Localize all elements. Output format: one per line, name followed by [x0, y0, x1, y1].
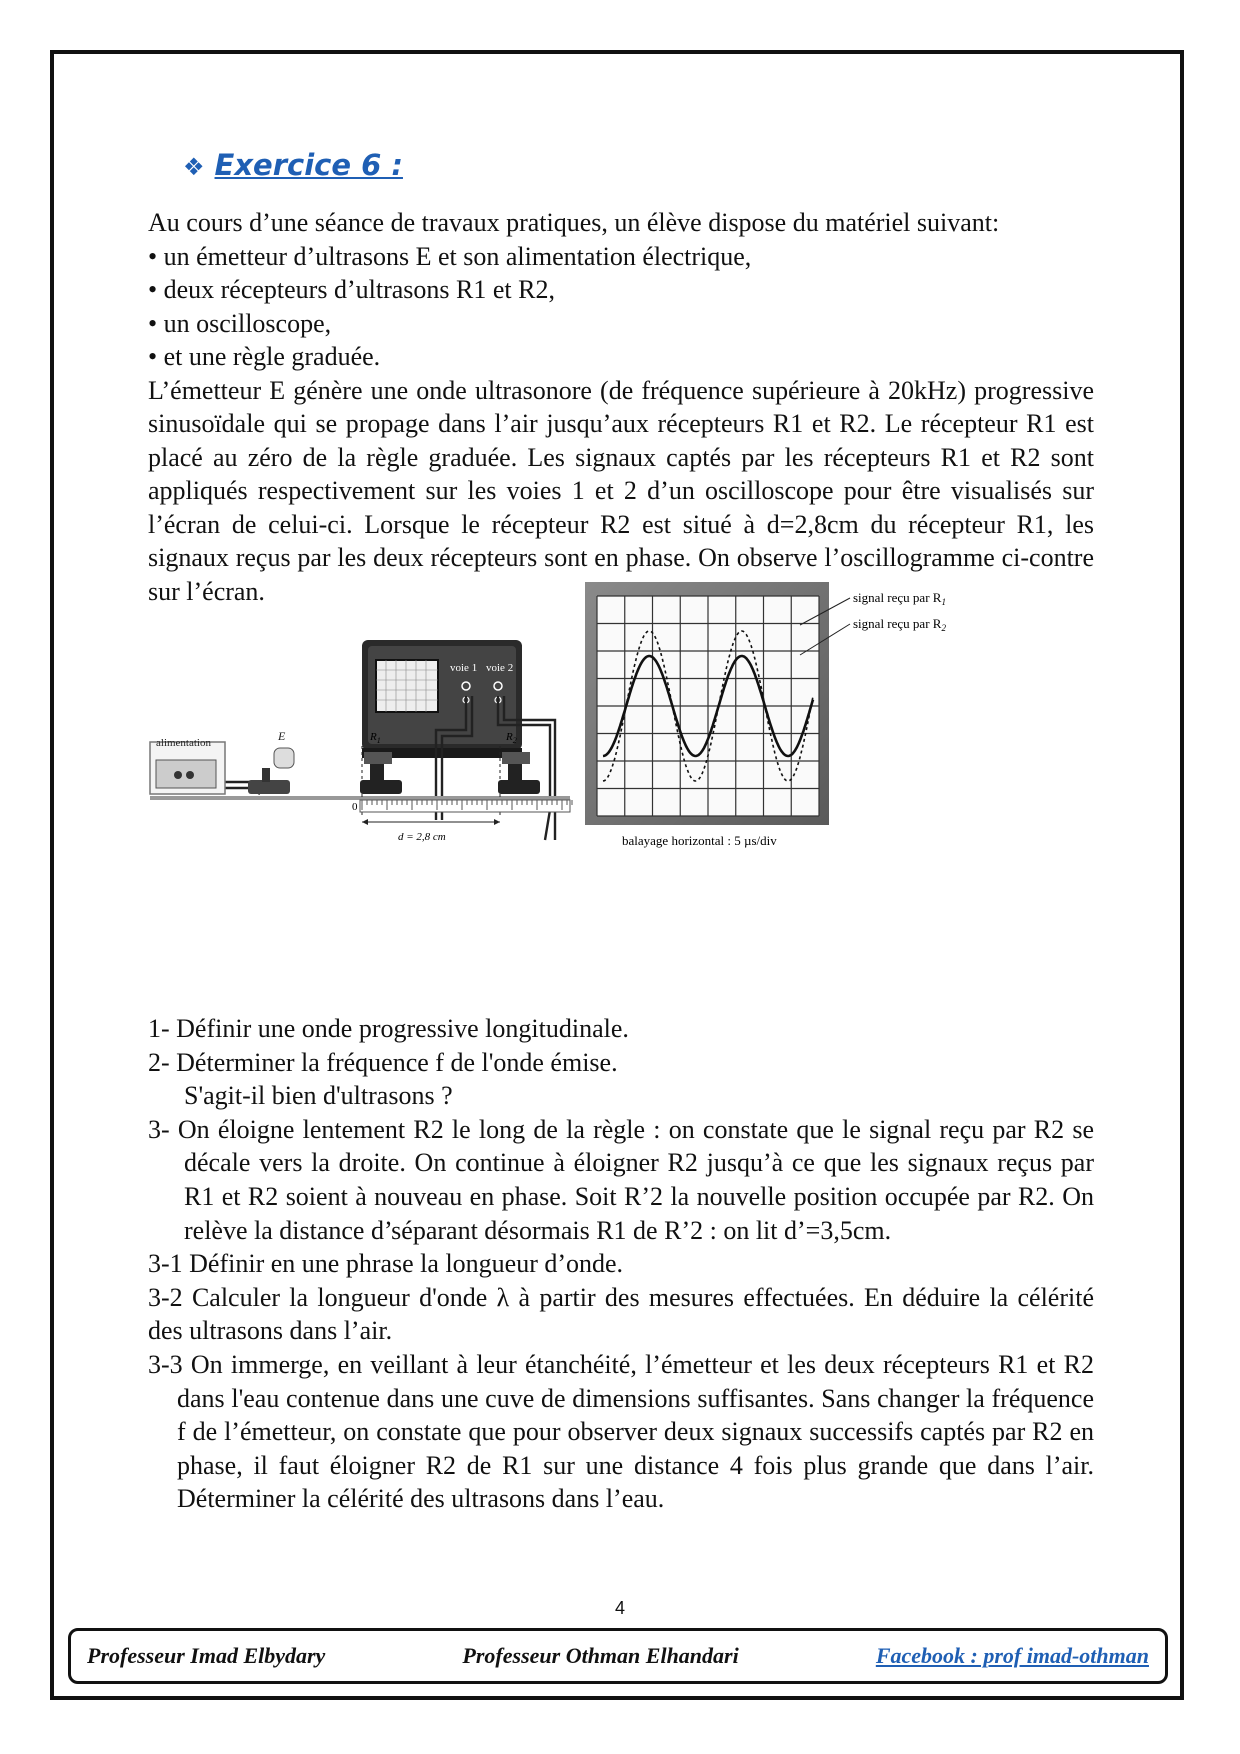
question-2-followup: S'agit-il bien d'ultrasons ? [184, 1081, 453, 1111]
alimentation-label: alimentation [156, 737, 211, 749]
r1-label: $R_1$ [370, 731, 381, 745]
question-1: 1- Définir une onde progressive longitudinale. [148, 1014, 629, 1043]
emitter-e [248, 729, 294, 794]
sweep-label: balayage horizontal : 5 µs/div [622, 833, 777, 848]
emitter-label: E [278, 729, 286, 743]
voie2-label: voie 2 [486, 662, 514, 674]
exercise-title [183, 148, 403, 182]
question-3-2: 3-2 Calculer la longueur d'onde λ à partir des mesures effectuées. En déduire la célérité des ultrasons dans l’air. [148, 1282, 1094, 1346]
footer-author-1: Professeur Imad Elbydary [87, 1643, 326, 1668]
ruler [352, 800, 572, 843]
page-number: 4 [614, 1598, 625, 1618]
footer-author-2: Professeur Othman Elhandari [462, 1643, 739, 1668]
questions-section [148, 1012, 1094, 1516]
question-3-1: 3-1 Définir en une phrase la longueur d’onde. [148, 1249, 624, 1279]
power-supply [150, 737, 225, 794]
experiment-figure [150, 590, 1090, 950]
bullet-item: • un oscilloscope, [148, 308, 332, 338]
diamond-bullet-icon: ❖ [183, 153, 205, 181]
bullet-item: • deux récepteurs d’ultrasons R1 et R2, [148, 275, 555, 304]
legend-r2: signal reçu par $R_2$ [853, 616, 946, 633]
footer-facebook-link[interactable]: Facebook : prof imad-othman [875, 1643, 1149, 1668]
legend-r1: signal reçu par $R_1$ [853, 590, 946, 607]
bullet-item: • et une règle graduée. [148, 342, 381, 371]
intro-paragraph: L’émetteur E génère une onde ultrasonore (de fréquence supérieure à 20kHz) progressive sinusoïdale qui se propage dans l’air jusqu’aux récepteurs R1 et R2. Le récepteur R1 est placé au zéro de la règle graduée. Les signaux captés par les récepteurs R1 et R2 sont appliqués respectivement sur les voies 1 et 2 d’un oscilloscope pour être visualisés sur l’écran de celui-ci. Lorsque le récepteur R2 est situé à d=2,8cm du récepteur R1, les signaux reçus par les deux récepteurs sont en phase. On observe l’oscillogramme ci-contre sur l’écran. [148, 375, 1094, 606]
question-3-3: 3-3 On immerge, en veillant à leur étanchéité, l’émetteur et les deux récepteurs R1 et R2 dans l'eau contenue dans une cuve de dimensions suffisantes. Sans changer la fréquence f de l’émetteur, on constate que pour observer deux signaux successifs captés par R2 en phase, il faut éloigner R2 de R1 sur une distance 4 fois plus grande que dans l’air. Déterminer la célérité des ultrasons dans l’eau. [148, 1349, 1094, 1514]
question-3: 3- On éloigne lentement R2 le long de la règle : on constate que le signal reçu par R2 se décale vers la droite. On continue à éloigner R2 jusqu’à ce que les signaux reçus par R1 et R2 soient à nouveau en phase. Soit R’2 la nouvelle position occupée par R2. On relève la distance d’séparant désormais R1 de R’2 : on lit d’=3,5cm. [148, 1114, 1094, 1245]
voie1-label: voie 1 [450, 662, 478, 674]
ruler-zero: 0 [352, 801, 358, 813]
footer-box [68, 1628, 1168, 1684]
oscillogram [585, 582, 946, 848]
r2-label: $R_2$ [506, 731, 517, 745]
bullet-item: • un émetteur d’ultrasons E et son alimentation électrique, [148, 241, 752, 271]
intro-section [148, 206, 1094, 608]
distance-label: d = 2,8 cm [398, 831, 446, 843]
exercise-title-label: Exercice 6 : [214, 148, 403, 182]
question-2: 2- Déterminer la fréquence f de l'onde émise. [148, 1047, 618, 1077]
intro-lead: Au cours d’une séance de travaux pratiques, un élève dispose du matériel suivant: [148, 208, 1000, 237]
